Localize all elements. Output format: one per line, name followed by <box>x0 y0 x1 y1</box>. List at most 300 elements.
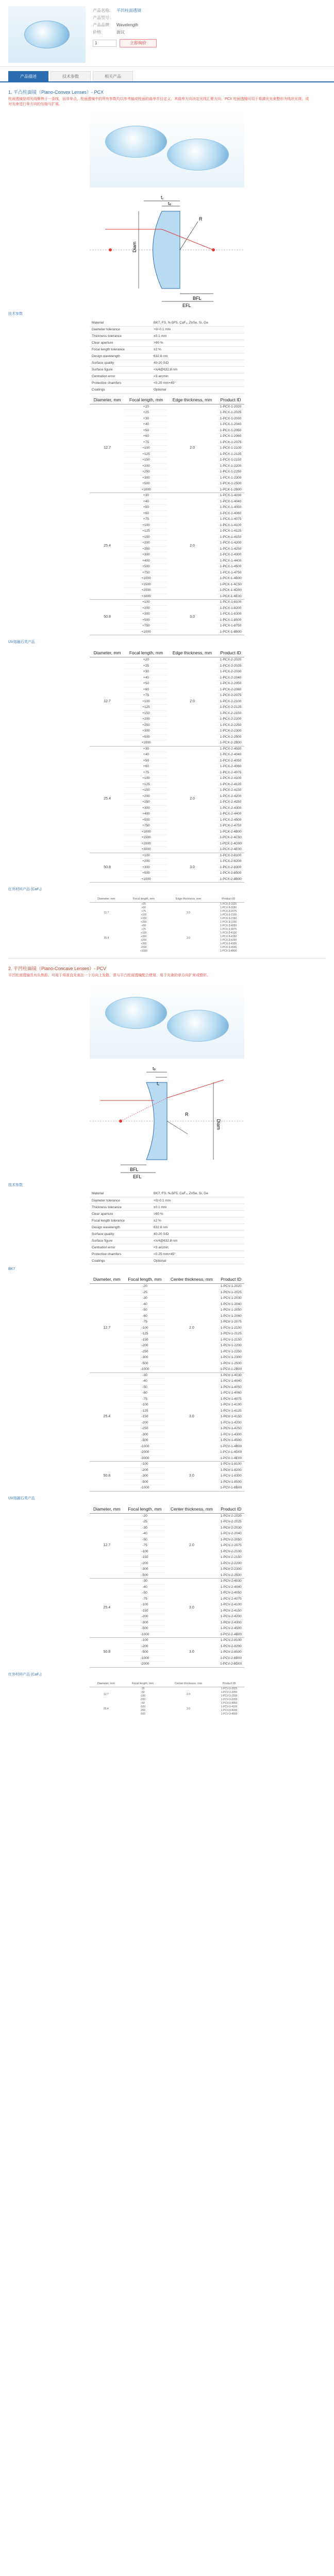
product-id-cell[interactable]: 1-PCX-1-2250 <box>217 469 244 476</box>
spec-key: Clear aperture <box>90 340 152 346</box>
product-id-cell[interactable]: 1-PCV-2-4150 <box>218 1608 244 1614</box>
product-id-cell[interactable]: 1-PCX-1-8100 <box>217 600 244 606</box>
product-id-cell[interactable]: 1-PCV-1-4075 <box>218 1396 244 1402</box>
product-id-cell[interactable]: 1-PCX-1-4300 <box>217 552 244 558</box>
meta-key: 价格: <box>93 30 103 35</box>
product-id-cell[interactable]: 1-PCX-2-8500 <box>217 871 244 877</box>
product-id-cell[interactable]: 1-PCV-2-4500 <box>218 1626 244 1632</box>
product-id-cell[interactable]: 1-PCX-3-4150 <box>220 935 237 938</box>
focal-length-cell: -200 <box>124 1420 166 1426</box>
product-id-cell[interactable]: 1-PCX-3-4075 <box>220 927 237 931</box>
product-id-cell[interactable]: 1-PCV-2-4075 <box>218 1596 244 1602</box>
product-id-cell[interactable]: 1-PCV-1-2050 <box>218 1308 244 1314</box>
quantity-input[interactable]: 1 <box>93 40 116 47</box>
table-header <box>90 1681 244 1687</box>
focal-length-cell: +300 <box>125 865 168 871</box>
diam-label: Diam <box>216 1118 221 1130</box>
focal-length-cell: +100 <box>141 931 147 935</box>
product-id-cell[interactable]: 1-PCX-1-8750 <box>217 623 244 630</box>
spec-value: <0.25 mm×45° <box>152 380 244 386</box>
product-id-cell[interactable]: 1-PCX-2-8100 <box>217 853 244 859</box>
product-id-cell[interactable]: 1-PCX-3-2200 <box>220 920 237 924</box>
thickness-cell: 3.0 <box>187 937 191 940</box>
product-id-cell[interactable]: 1-PCX-2-4C50 <box>217 835 244 841</box>
product-id-cell[interactable]: 1-PCX-1-4250 <box>217 546 244 552</box>
column-header: Product ID <box>218 1275 244 1284</box>
product-id-cell[interactable]: 1-PCV-1-2300 <box>218 1355 244 1361</box>
product-id-cell[interactable]: 1-PCV-2-2040 <box>218 1531 244 1537</box>
tab-bar <box>0 67 334 82</box>
spec-key: Diameter tolerance <box>90 326 152 333</box>
focal-length-cell: +150 <box>141 917 147 920</box>
product-table <box>90 1505 244 1668</box>
meta-key: 产品品牌: <box>93 23 111 27</box>
product-id-cell[interactable]: 1-PCV-3-4500 <box>221 1713 238 1716</box>
product-id-cell[interactable]: 1-PCV-2-2200 <box>218 1561 244 1567</box>
product-id-cell[interactable]: 1-PCV-3-2200 <box>221 1698 238 1701</box>
spec-row <box>90 1211 244 1217</box>
product-id-cell[interactable]: 1-PCV-2-2100 <box>218 1549 244 1555</box>
product-id-cell[interactable]: 1-PCV-2-8200 <box>218 1643 244 1650</box>
product-id-cell[interactable]: 1-PCX-1-4060 <box>217 511 244 517</box>
product-id-cell[interactable]: 1-PCV-1-4030 <box>218 1372 244 1379</box>
focal-length-cell: +750 <box>125 623 168 630</box>
spec-key: Centration error <box>90 1244 152 1251</box>
product-id-cell[interactable]: 1-PCX-2-2050 <box>217 681 244 687</box>
product-id-cell[interactable]: 1-PCX-3-2075 <box>220 909 237 913</box>
product-id-cell[interactable]: 1-PCV-3-4200 <box>221 1709 238 1712</box>
spec-key: Surface figure <box>90 366 152 373</box>
product-id-cell[interactable]: 1-PCX-2-8200 <box>217 859 244 865</box>
product-id-cell[interactable]: 1-PCV-2-2300 <box>218 1567 244 1573</box>
product-id-cell[interactable]: 1-PCV-1-2030 <box>218 1296 244 1302</box>
spec-key: Protective chamfers <box>90 1251 152 1258</box>
product-id-cell[interactable]: 1-PCV-1-8200 <box>218 1467 244 1473</box>
product-id-cell[interactable]: 1-PCV-1-4050 <box>218 1384 244 1391</box>
product-id-cell[interactable]: 1-PCV-2-4B00 <box>218 1632 244 1638</box>
focal-length-cell: +200 <box>141 938 147 942</box>
table-row <box>90 600 244 606</box>
product-id-cell[interactable]: 1-PCV-1-4100 <box>218 1402 244 1409</box>
focal-length-cell: +75 <box>141 909 146 913</box>
focal-length-cell: +60 <box>125 764 168 770</box>
product-id-cell[interactable]: 1-PCV-3-4050 <box>221 1702 238 1705</box>
spec-row <box>90 360 244 366</box>
product-id-cell[interactable]: 1-PCV-1-2250 <box>218 1349 244 1355</box>
product-id-cell[interactable]: 1-PCX-2-4E00 <box>217 847 244 853</box>
focal-length-cell: +25 <box>125 410 168 416</box>
product-id-cell[interactable]: 1-PCX-2-4B00 <box>217 829 244 835</box>
product-id-cell[interactable]: 1-PCV-1-4D00 <box>218 1450 244 1456</box>
product-id-cell[interactable]: 1-PCV-1-2040 <box>218 1301 244 1308</box>
product-id-cell[interactable]: 1-PCX-1-2500 <box>217 481 244 487</box>
spec-value: <3 arcmin <box>152 373 244 380</box>
spec-value: 40-20 S/D <box>152 1231 244 1238</box>
product-id-cell[interactable]: 1-PCX-3-2050 <box>220 906 237 909</box>
specs-title: 技术参数 <box>8 1183 23 1187</box>
diameter-cell: 12.7 <box>90 657 125 747</box>
table-header <box>90 1505 244 1514</box>
product-id-cell[interactable]: 1-PCV-1-2125 <box>218 1331 244 1337</box>
bfl-label: BFL <box>193 296 202 301</box>
product-id-cell[interactable]: 1-PCX-1-2050 <box>217 428 244 434</box>
product-id-cell[interactable]: 1-PCX-2-2125 <box>217 705 244 711</box>
product-id-cell[interactable]: 1-PCV-1-8100 <box>218 1462 244 1468</box>
product-id-cell[interactable]: 1-PCX-2-4150 <box>217 788 244 794</box>
product-id-cell[interactable]: 1-PCV-1-4B00 <box>218 1444 244 1450</box>
focal-length-cell: -1000 <box>124 1632 166 1638</box>
product-id-cell[interactable]: 1-PCX-3-2100 <box>220 913 237 917</box>
pcv-product-photo <box>90 981 244 1059</box>
product-id-cell[interactable]: 1-PCX-1-4C50 <box>217 582 244 588</box>
focal-length-cell: +50 <box>125 758 168 764</box>
meta-value: 面议 <box>116 30 125 35</box>
focal-length-cell: -300 <box>124 1473 166 1480</box>
product-id-cell[interactable]: 1-PCV-1-4E00 <box>218 1455 244 1462</box>
product-id-cell[interactable]: 1-PCV-2-4200 <box>218 1614 244 1620</box>
product-id-cell[interactable]: 1-PCX-1-2B00 <box>217 487 244 493</box>
specs-table <box>90 319 244 394</box>
product-id-cell[interactable]: 1-PCX-3-2150 <box>220 917 237 920</box>
focal-length-cell: -30 <box>124 1525 166 1531</box>
product-id-cell[interactable]: 1-PCX-2-2B00 <box>217 740 244 747</box>
product-id-cell[interactable]: 1-PCX-2-2025 <box>217 663 244 669</box>
lens-image <box>105 126 167 158</box>
focal-length-cell: -100 <box>140 1705 145 1708</box>
product-id-cell[interactable]: 1-PCV-2-4300 <box>218 1620 244 1626</box>
focal-length-cell: +500 <box>125 481 168 487</box>
column-header: Focal length, mm <box>125 649 168 657</box>
product-id-cell[interactable]: 1-PCX-2-4300 <box>217 805 244 811</box>
focal-length-cell: -125 <box>124 1408 166 1414</box>
focal-length-cell: -1000 <box>124 1655 166 1662</box>
focal-length-cell: +100 <box>141 913 147 917</box>
tab-1[interactable]: 技术参数 <box>51 71 91 81</box>
spec-row <box>90 319 244 326</box>
product-id-cell[interactable]: 1-PCV-2-8B00 <box>218 1655 244 1662</box>
product-id-cell[interactable]: 1-PCX-1-4E00 <box>217 594 244 600</box>
spec-key: Surface quality <box>90 360 152 366</box>
table-row <box>90 657 244 664</box>
product-id-cell[interactable]: 1-PCX-1-2075 <box>217 439 244 446</box>
product-id-cell[interactable]: 1-PCX-1-8B00 <box>217 629 244 635</box>
product-id-cell[interactable]: 1-PCV-1-2100 <box>218 1325 244 1331</box>
lens-image <box>167 139 229 171</box>
product-id-cell[interactable]: 1-PCX-1-2060 <box>217 434 244 440</box>
product-id-cell[interactable]: 1-PCV-1-2025 <box>218 1290 244 1296</box>
product-id-cell[interactable]: 1-PCV-2-4050 <box>218 1590 244 1597</box>
spec-row <box>90 386 244 393</box>
focal-length-cell: -125 <box>124 1331 166 1337</box>
product-id-cell[interactable]: 1-PCX-1-4B00 <box>217 576 244 582</box>
product-id-cell[interactable]: 1-PCV-1-4300 <box>218 1432 244 1438</box>
product-id-cell[interactable]: 1-PCV-1-4040 <box>218 1379 244 1385</box>
focal-length-cell: +40 <box>125 499 168 505</box>
product-id-cell[interactable]: 1-PCV-2-8500 <box>218 1650 244 1656</box>
product-id-cell[interactable]: 1-PCX-2-2100 <box>217 699 244 705</box>
product-id-cell[interactable]: 1-PCX-2-2040 <box>217 675 244 681</box>
spec-row <box>90 1244 244 1251</box>
focal-length-cell: +60 <box>125 434 168 440</box>
product-id-cell[interactable]: 1-PCX-2-2075 <box>217 693 244 699</box>
focal-length-cell: +100 <box>125 600 168 606</box>
product-id-cell[interactable]: 1-PCX-2-4400 <box>217 811 244 818</box>
focal-length-cell: -1000 <box>124 1367 166 1373</box>
product-id-cell[interactable]: 1-PCV-1-4200 <box>218 1420 244 1426</box>
focal-length-cell: -200 <box>124 1343 166 1349</box>
thickness-cell: 2.0 <box>187 1692 191 1696</box>
meta-row <box>93 29 157 36</box>
tab-2[interactable]: 相关产品 <box>93 71 133 81</box>
spec-key: Clear aperture <box>90 1211 152 1217</box>
focal-length-cell: +1000 <box>125 876 168 883</box>
product-thumbnail[interactable] <box>8 6 86 63</box>
product-id-cell[interactable]: 1-PCX-2-2500 <box>217 734 244 740</box>
product-id-cell[interactable]: 1-PCV-1-4150 <box>218 1414 244 1420</box>
product-id-cell[interactable]: 1-PCV-2-2075 <box>218 1543 244 1549</box>
product-id-cell[interactable]: 1-PCX-2-4100 <box>217 776 244 782</box>
focal-length-cell: +400 <box>125 558 168 564</box>
focal-length-cell: -40 <box>124 1379 166 1385</box>
product-id-cell[interactable]: 1-PCX-2-4030 <box>217 746 244 752</box>
product-id-cell[interactable]: 1-PCX-3-4500 <box>220 945 237 949</box>
product-id-cell[interactable]: 1-PCX-1-2030 <box>217 416 244 422</box>
product-id-cell[interactable]: 1-PCX-2-4125 <box>217 782 244 788</box>
focal-length-cell: +500 <box>125 871 168 877</box>
spec-key: Thickness tolerance <box>90 1204 152 1211</box>
product-id-cell[interactable]: 1-PCX-1-2025 <box>217 410 244 416</box>
diameter-cell: 50.8 <box>90 853 125 883</box>
tab-0[interactable]: 产品描述 <box>8 71 48 81</box>
focal-length-cell: +200 <box>141 920 147 924</box>
product-id-cell[interactable]: 1-PCV-3-2100 <box>221 1694 238 1698</box>
spec-value: 632.8 nm <box>152 353 244 360</box>
spec-value: +0/-0.1 mm <box>152 1197 244 1204</box>
product-id-cell[interactable]: 1-PCV-1-2150 <box>218 1337 244 1343</box>
section1-title: 1. 平凸柱面镜（Plano-Convex Lenses）- PCX <box>8 90 104 95</box>
focal-length-cell: +150 <box>125 534 168 540</box>
focal-length-cell: -150 <box>124 1414 166 1420</box>
table-row <box>90 493 244 499</box>
meta-row <box>93 7 157 14</box>
product-id-cell[interactable]: 1-PCX-3-2025 <box>220 902 237 906</box>
product-id-cell[interactable]: 1-PCV-3-2025 <box>221 1687 238 1690</box>
r-label: R <box>199 216 203 222</box>
spec-row <box>90 353 244 360</box>
focal-length-cell: +125 <box>125 782 168 788</box>
product-id-cell[interactable]: 1-PCX-2-4750 <box>217 823 244 829</box>
product-id-cell[interactable]: 1-PCX-1-4030 <box>217 493 244 499</box>
product-id-cell[interactable]: 1-PCV-3-2050 <box>221 1691 238 1694</box>
product-id-cell[interactable]: 1-PCX-1-4D00 <box>217 588 244 594</box>
product-id-cell[interactable]: 1-PCX-2-4040 <box>217 752 244 758</box>
column-header: Diameter, mm <box>90 1681 123 1687</box>
pcx-product-photo <box>90 110 244 188</box>
focal-length-cell: +500 <box>125 734 168 740</box>
focal-length-cell: -150 <box>124 1555 166 1561</box>
product-id-cell[interactable]: 1-PCV-1-2B00 <box>218 1367 244 1373</box>
column-header: Diameter, mm <box>90 1275 124 1284</box>
product-id-cell[interactable]: 1-PCX-3-4B00 <box>220 949 237 953</box>
section1-intro: 柱面透镜是将光线聚焦于一条线，而非单点。柱面透镜中的所有参数均以参考轴或柱面的曲率半径定义，其曲率方向决定光线汇聚方向，PCX 柱面透镜可用于将激光光束整形为线状光斑，或对光束进行单方向的压缩与扩展。 <box>8 97 309 106</box>
focal-length-cell: -200 <box>124 1467 166 1473</box>
product-id-cell[interactable]: 1-PCV-2-2025 <box>218 1519 244 1526</box>
product-id-cell[interactable]: 1-PCX-3-4300 <box>220 942 237 945</box>
product-id-cell[interactable]: 1-PCX-1-2125 <box>217 451 244 457</box>
product-id-cell[interactable]: 1-PCX-2-4500 <box>217 817 244 823</box>
product-id-cell[interactable]: 1-PCV-1-4125 <box>218 1408 244 1414</box>
inquiry-button[interactable]: 立即询价 <box>120 39 157 47</box>
product-id-cell[interactable]: 1-PCX-3-4100 <box>220 931 237 935</box>
focal-length-cell: +40 <box>125 675 168 681</box>
product-id-cell[interactable]: 1-PCV-1-4060 <box>218 1391 244 1397</box>
product-id-cell[interactable]: 1-PCX-1-4100 <box>217 522 244 529</box>
column-header: Product ID <box>217 396 244 404</box>
product-id-cell[interactable]: 1-PCX-1-2200 <box>217 463 244 469</box>
product-id-cell[interactable]: 1-PCV-2-2020 <box>218 1513 244 1519</box>
focal-length-cell: +250 <box>125 546 168 552</box>
column-header: Center thickness, mm <box>166 1275 218 1284</box>
product-id-cell[interactable]: 1-PCV-1-4250 <box>218 1426 244 1432</box>
focal-length-cell: -100 <box>124 1325 166 1331</box>
product-id-cell[interactable]: 1-PCV-1-8B00 <box>218 1485 244 1492</box>
focal-length-cell: -2000 <box>124 1450 166 1456</box>
focal-length-cell: +20 <box>125 657 168 664</box>
product-id-cell[interactable]: 1-PCV-2-2030 <box>218 1525 244 1531</box>
table-row <box>90 1702 244 1705</box>
product-id-cell[interactable]: 1-PCX-1-4125 <box>217 529 244 535</box>
product-id-cell[interactable]: 1-PCX-1-2100 <box>217 446 244 452</box>
product-id-cell[interactable]: 1-PCX-1-4400 <box>217 558 244 564</box>
product-id-cell[interactable]: 1-PCX-1-4050 <box>217 505 244 511</box>
product-id-cell[interactable]: 1-PCV-1-2075 <box>218 1319 244 1326</box>
product-id-cell[interactable]: 1-PCV-1-2060 <box>218 1313 244 1319</box>
product-id-cell[interactable]: 1-PCX-2-2300 <box>217 728 244 735</box>
product-id-cell[interactable]: 1-PCX-2-2200 <box>217 717 244 723</box>
product-header <box>0 0 334 67</box>
product-id-cell[interactable]: 1-PCX-2-4060 <box>217 764 244 770</box>
focal-length-cell: +1500 <box>125 835 168 841</box>
product-id-cell[interactable]: 1-PCX-2-4D00 <box>217 841 244 847</box>
product-id-cell[interactable]: 1-PCV-1-2020 <box>218 1284 244 1290</box>
focal-length-cell: +50 <box>141 924 146 927</box>
product-id-cell[interactable]: 1-PCX-1-4200 <box>217 540 244 547</box>
spec-row <box>90 1258 244 1264</box>
focal-length-cell: +300 <box>125 612 168 618</box>
product-id-cell[interactable]: 1-PCX-2-2250 <box>217 722 244 728</box>
focal-length-cell: -20 <box>124 1284 166 1290</box>
product-id-cell[interactable]: 1-PCV-1-2200 <box>218 1343 244 1349</box>
product-id-cell[interactable]: 1-PCX-1-4150 <box>217 534 244 540</box>
product-id-cell[interactable]: 1-PCX-2-4075 <box>217 770 244 776</box>
product-id-cell[interactable]: 1-PCV-2-2050 <box>218 1537 244 1543</box>
product-id-cell[interactable]: 1-PCX-2-8300 <box>217 865 244 871</box>
focal-length-cell: +1000 <box>125 740 168 747</box>
product-id-cell[interactable]: 1-PCV-2-4030 <box>218 1579 244 1585</box>
focal-length-cell: +2000 <box>125 841 168 847</box>
table3-title: BK7 <box>8 1267 15 1271</box>
product-id-cell[interactable]: 1-PCX-1-4500 <box>217 564 244 570</box>
column-header: Center thickness, mm <box>163 1681 214 1687</box>
table-row <box>90 404 244 410</box>
product-id-cell[interactable]: 1-PCX-2-4200 <box>217 793 244 800</box>
column-header: Focal length, mm <box>123 1681 163 1687</box>
table-row <box>90 1579 244 1585</box>
product-id-cell[interactable]: 1-PCX-2-8B00 <box>217 876 244 883</box>
spec-row <box>90 373 244 380</box>
product-id-cell[interactable]: 1-PCX-1-2020 <box>217 404 244 410</box>
product-id-cell[interactable]: 1-PCX-3-4050 <box>220 924 237 927</box>
product-id-cell[interactable]: 1-PCV-1-2500 <box>218 1361 244 1367</box>
product-id-cell[interactable]: 1-PCV-2-8D00 <box>218 1662 244 1668</box>
product-id-cell[interactable]: 1-PCX-1-4075 <box>217 517 244 523</box>
product-id-cell[interactable]: 1-PCV-2-2500 <box>218 1572 244 1579</box>
product-id-cell[interactable]: 1-PCX-1-2150 <box>217 457 244 464</box>
product-id-cell[interactable]: 1-PCX-1-8300 <box>217 612 244 618</box>
product-id-cell[interactable]: 1-PCX-3-4200 <box>220 938 237 942</box>
product-id-cell[interactable]: 1-PCX-1-8500 <box>217 617 244 623</box>
spec-value: ±2 % <box>152 1217 244 1224</box>
product-id-cell[interactable]: 1-PCX-2-2020 <box>217 657 244 664</box>
product-id-cell[interactable]: 1-PCX-1-2040 <box>217 422 244 428</box>
product-id-cell[interactable]: 1-PCV-1-8300 <box>218 1473 244 1480</box>
product-id-cell[interactable]: 1-PCV-3-4100 <box>221 1705 238 1708</box>
product-id-cell[interactable]: 1-PCX-2-2150 <box>217 710 244 717</box>
product-id-cell[interactable]: 1-PCX-2-2060 <box>217 687 244 693</box>
product-id-cell[interactable]: 1-PCV-1-8500 <box>218 1479 244 1485</box>
focal-length-cell: -40 <box>124 1301 166 1308</box>
spec-row <box>90 1238 244 1244</box>
focal-length-cell: -50 <box>141 1702 145 1705</box>
product-id-cell[interactable]: 1-PCX-1-2300 <box>217 475 244 481</box>
diameter-cell: 12.7 <box>104 911 109 914</box>
product-id-cell[interactable]: 1-PCV-2-4100 <box>218 1602 244 1608</box>
product-id-cell[interactable]: 1-PCV-2-8100 <box>218 1638 244 1644</box>
focal-length-cell: +300 <box>125 475 168 481</box>
product-id-cell[interactable]: 1-PCX-1-4750 <box>217 570 244 576</box>
table-row <box>90 902 244 906</box>
spec-row <box>90 1251 244 1258</box>
focal-length-cell: -150 <box>124 1608 166 1614</box>
spec-key: Protective chamfers <box>90 380 152 386</box>
spec-row <box>90 326 244 333</box>
focal-length-cell: -500 <box>124 1361 166 1367</box>
product-id-cell[interactable]: 1-PCX-2-2030 <box>217 669 244 675</box>
column-header: Focal length, mm <box>123 896 164 902</box>
product-id-cell[interactable]: 1-PCX-2-4050 <box>217 758 244 764</box>
product-id-cell[interactable]: 1-PCV-1-4500 <box>218 1438 244 1444</box>
product-id-cell[interactable]: 1-PCV-2-2150 <box>218 1555 244 1561</box>
focal-length-cell: -60 <box>124 1391 166 1397</box>
spec-value: ±2 % <box>152 346 244 353</box>
column-header: Product ID <box>218 1505 244 1514</box>
product-id-cell[interactable]: 1-PCX-2-4250 <box>217 800 244 806</box>
spec-value: <λ/4@632.8 nm <box>152 1238 244 1244</box>
focal-length-cell: +60 <box>125 511 168 517</box>
product-id-cell[interactable]: 1-PCV-2-4040 <box>218 1584 244 1590</box>
product-id-cell[interactable]: 1-PCX-1-8200 <box>217 605 244 612</box>
meta-value[interactable]: 平凹柱面透镜 <box>116 8 141 13</box>
diameter-cell: 12.7 <box>90 1284 124 1373</box>
lens-image <box>105 997 167 1029</box>
product-id-cell[interactable]: 1-PCX-1-4040 <box>217 499 244 505</box>
focal-length-cell: -300 <box>124 1432 166 1438</box>
focal-length-cell: -500 <box>124 1650 166 1656</box>
diameter-cell: 12.7 <box>103 1692 109 1696</box>
focal-length-cell: +125 <box>125 529 168 535</box>
thickness-cell: 2.0 <box>168 493 217 600</box>
focal-length-cell: +200 <box>125 717 168 723</box>
